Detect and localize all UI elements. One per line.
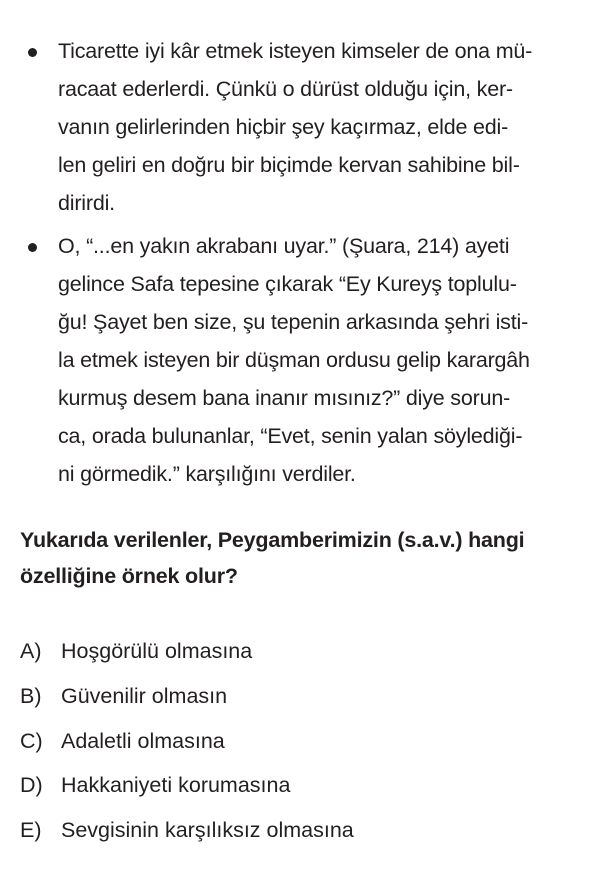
bullet-line: vanın gelirlerinden hiçbir şey kaçırmaz, elde edi- bbox=[58, 115, 509, 139]
bullet-line: kurmuş desem bana inanır mısınız?” diye sorun- bbox=[58, 386, 511, 410]
option-letter: D) bbox=[20, 773, 43, 797]
option-text: Hoşgörülü olmasına bbox=[61, 639, 253, 663]
bullet-item-safa-hill bbox=[28, 231, 588, 486]
bullet-line: len geliri en doğru bir biçimde kervan sahibine bil- bbox=[58, 153, 520, 177]
option-text: Güvenilir olmasın bbox=[61, 684, 228, 708]
option-text: Adaletli olmasına bbox=[61, 729, 225, 753]
bullet-item-merchant bbox=[28, 36, 588, 215]
bullet-line: dirirdi. bbox=[58, 191, 115, 215]
option-text: Sevgisinin karşılıksız olmasına bbox=[61, 818, 354, 842]
option-d[interactable] bbox=[20, 770, 290, 800]
bullet-line: O, “...en yakın akrabanı uyar.” (Şuara, 214) ayeti bbox=[58, 234, 510, 258]
bullet-dot-icon bbox=[28, 48, 37, 57]
bullet-line: Ticarette iyi kâr etmek isteyen kimseler de ona mü- bbox=[58, 39, 533, 63]
option-letter: B) bbox=[20, 684, 42, 708]
option-b[interactable] bbox=[20, 681, 227, 711]
option-text: Hakkaniyeti korumasına bbox=[61, 773, 291, 797]
option-letter: A) bbox=[20, 639, 42, 663]
option-letter: E) bbox=[20, 818, 42, 842]
bullet-line: gelince Safa tepesine çıkarak “Ey Kureyş toplulu- bbox=[58, 272, 517, 296]
option-c[interactable] bbox=[20, 726, 225, 756]
bullet-line: racaat ederlerdi. Çünkü o dürüst olduğu için, ker- bbox=[58, 77, 513, 101]
bullet-line: ğu! Şayet ben size, şu tepenin arkasında şehri isti- bbox=[58, 310, 529, 334]
option-a[interactable] bbox=[20, 636, 252, 666]
question-line: Yukarıda verilenler, Peygamberimizin (s.a.v.) hangi bbox=[20, 528, 525, 552]
bullet-dot-icon bbox=[28, 243, 37, 252]
bullet-line: ni görmedik.” karşılığını verdiler. bbox=[58, 462, 356, 486]
bullet-line: la etmek isteyen bir düşman ordusu gelip karargâh bbox=[58, 348, 530, 372]
option-letter: C) bbox=[20, 729, 43, 753]
option-e[interactable] bbox=[20, 815, 354, 845]
question-line: özelliğine örnek olur? bbox=[20, 564, 238, 588]
bullet-line: ca, orada bulunanlar, “Evet, senin yalan söylediği- bbox=[58, 424, 523, 448]
